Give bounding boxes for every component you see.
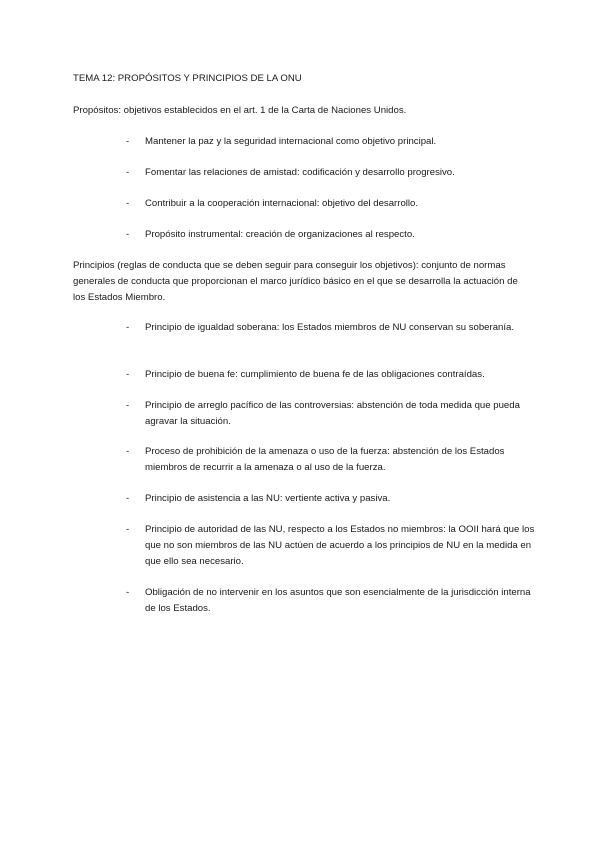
list-item-principio [126, 585, 536, 617]
list-item-text: Principio de asistencia a las NU: vertiente activa y pasiva. [145, 493, 391, 504]
list-item-text: Principio de arreglo pacífico de las controversias: abstención de toda medida que pueda agravar la situación. [145, 400, 520, 427]
list-item-principio [126, 398, 536, 430]
document-title: TEMA 12: PROPÓSITOS Y PRINCIPIOS DE LA ONU [73, 73, 302, 84]
list-item-principio [126, 522, 536, 570]
bullet-dash: - [126, 587, 130, 598]
list-item-proposito [126, 196, 536, 212]
bullet-dash: - [126, 524, 130, 535]
bullet-dash: - [126, 198, 130, 209]
bullet-dash: - [126, 493, 130, 504]
bullet-dash: - [126, 136, 130, 147]
propositos-intro: Propósitos: objetivos establecidos en el art. 1 de la Carta de Naciones Unidos. [73, 105, 407, 116]
list-item-text: Proceso de prohibición de la amenaza o uso de la fuerza: abstención de los Estados miembros de recurrir a la amenaza o al uso de la fuerza. [145, 446, 505, 473]
bullet-dash: - [126, 446, 130, 457]
list-item-principio [126, 320, 536, 336]
list-item-proposito [126, 227, 536, 243]
principios-intro: Principios (reglas de conducta que se deben seguir para conseguir los objetivos): conjunto de normas generales de conducta que proporcionan el marco jurídico básico en el que se desarrolla la actuación de los Estados Miembro. [73, 260, 518, 303]
list-item-text: Principio de buena fe: cumplimiento de buena fe de las obligaciones contraídas. [145, 369, 485, 380]
list-item-proposito [126, 134, 536, 150]
list-item-principio [126, 367, 536, 383]
list-item-text: Propósito instrumental: creación de organizaciones al respecto. [145, 229, 415, 240]
bullet-dash: - [126, 369, 130, 380]
list-item-text: Fomentar las relaciones de amistad: codificación y desarrollo progresivo. [145, 167, 455, 178]
list-item-principio [126, 491, 536, 507]
bullet-dash: - [126, 400, 130, 411]
list-item-text: Principio de autoridad de las NU, respecto a los Estados no miembros: la OOII hará que los que no son miembros de las NU actúen de acuerdo a los principios de NU en la medida en que ello sea necesario. [145, 524, 535, 567]
list-item-text: Mantener la paz y la seguridad internacional como objetivo principal. [145, 136, 437, 147]
bullet-dash: - [126, 229, 130, 240]
list-item-text: Obligación de no intervenir en los asuntos que son esencialmente de la jurisdicción interna de los Estados. [145, 587, 531, 614]
list-item-text: Principio de igualdad soberana: los Estados miembros de NU conservan su soberanía. [145, 322, 515, 333]
bullet-dash: - [126, 167, 130, 178]
list-item-principio [126, 444, 536, 476]
bullet-dash: - [126, 322, 130, 333]
list-item-text: Contribuir a la cooperación internacional: objetivo del desarrollo. [145, 198, 419, 209]
list-item-proposito [126, 165, 536, 181]
